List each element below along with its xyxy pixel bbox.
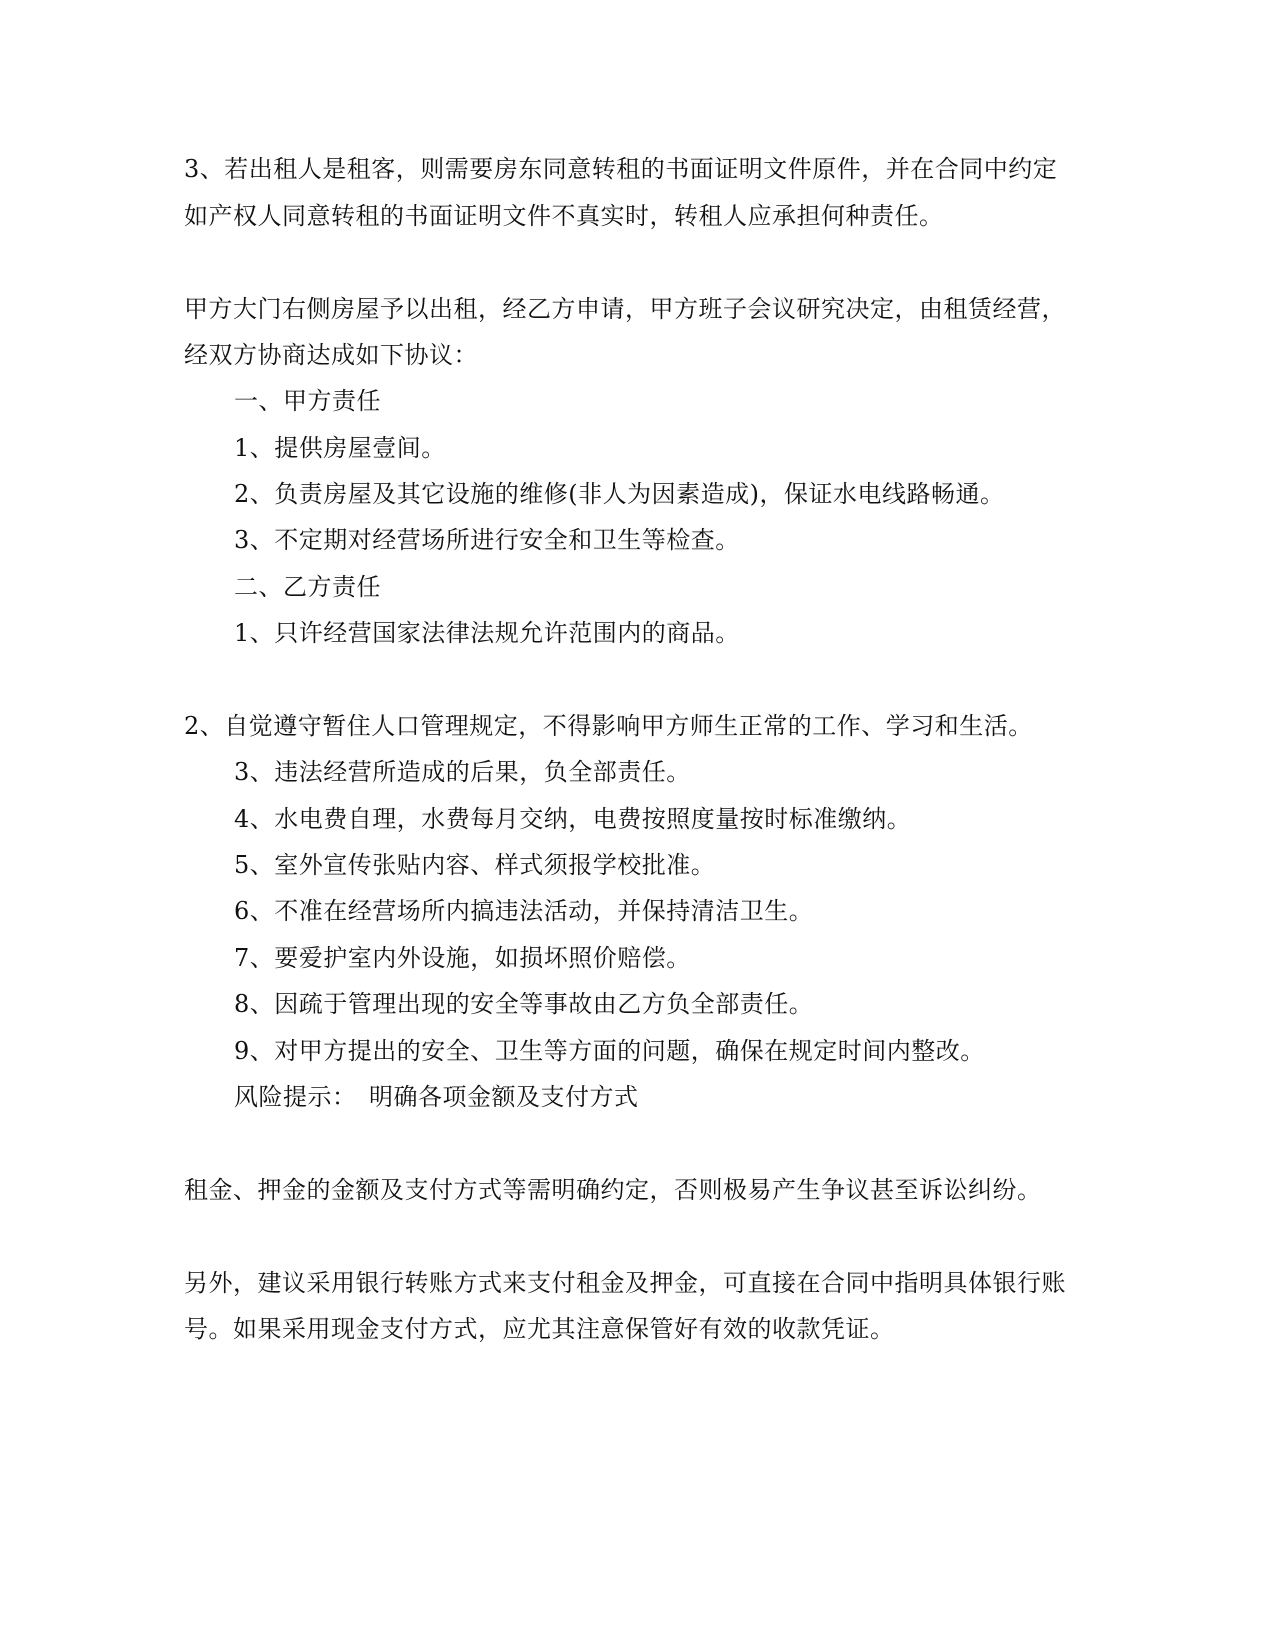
paragraph-line: 经双方协商达成如下协议： <box>184 341 478 369</box>
paragraph-line: 另外，建议采用银行转账方式来支付租金及押金，可直接在合同中指明具体银行账 <box>184 1269 1066 1297</box>
list-item: 3、不定期对经营场所进行安全和卫生等检查。 <box>234 526 740 554</box>
list-item: 9、对甲方提出的安全、卫生等方面的问题，确保在规定时间内整改。 <box>234 1037 985 1065</box>
list-item: 2、自觉遵守暂住人口管理规定，不得影响甲方师生正常的工作、学习和生活。 <box>184 712 1033 740</box>
list-item: 3、违法经营所造成的后果，负全部责任。 <box>234 758 691 786</box>
section-heading: 一、甲方责任 <box>234 387 381 415</box>
risk-tip: 风险提示： 明确各项金额及支付方式 <box>234 1083 639 1111</box>
paragraph-line: 3、若出租人是租客，则需要房东同意转租的书面证明文件原件，并在合同中约定 <box>184 155 1058 183</box>
list-item: 5、室外宣传张贴内容、样式须报学校批准。 <box>234 851 716 879</box>
list-item: 6、不准在经营场所内搞违法活动，并保持清洁卫生。 <box>234 897 814 925</box>
list-item: 2、负责房屋及其它设施的维修(非人为因素造成)，保证水电线路畅通。 <box>234 480 1005 508</box>
paragraph-line: 甲方大门右侧房屋予以出租，经乙方申请，甲方班子会议研究决定，由租赁经营， <box>184 295 1066 323</box>
list-item: 1、提供房屋壹间。 <box>234 434 446 462</box>
list-item: 7、要爱护室内外设施，如损坏照价赔偿。 <box>234 944 691 972</box>
list-item: 1、只许经营国家法律法规允许范围内的商品。 <box>234 619 740 647</box>
paragraph-line: 如产权人同意转租的书面证明文件不真实时，转租人应承担何种责任。 <box>184 202 944 230</box>
list-item: 4、水电费自理，水费每月交纳，电费按照度量按时标准缴纳。 <box>234 805 912 833</box>
paragraph-line: 号。如果采用现金支付方式，应尤其注意保管好有效的收款凭证。 <box>184 1315 895 1343</box>
section-heading: 二、乙方责任 <box>234 573 381 601</box>
list-item: 8、因疏于管理出现的安全等事故由乙方负全部责任。 <box>234 990 814 1018</box>
paragraph-line: 租金、押金的金额及支付方式等需明确约定，否则极易产生争议甚至诉讼纠纷。 <box>184 1176 1042 1204</box>
